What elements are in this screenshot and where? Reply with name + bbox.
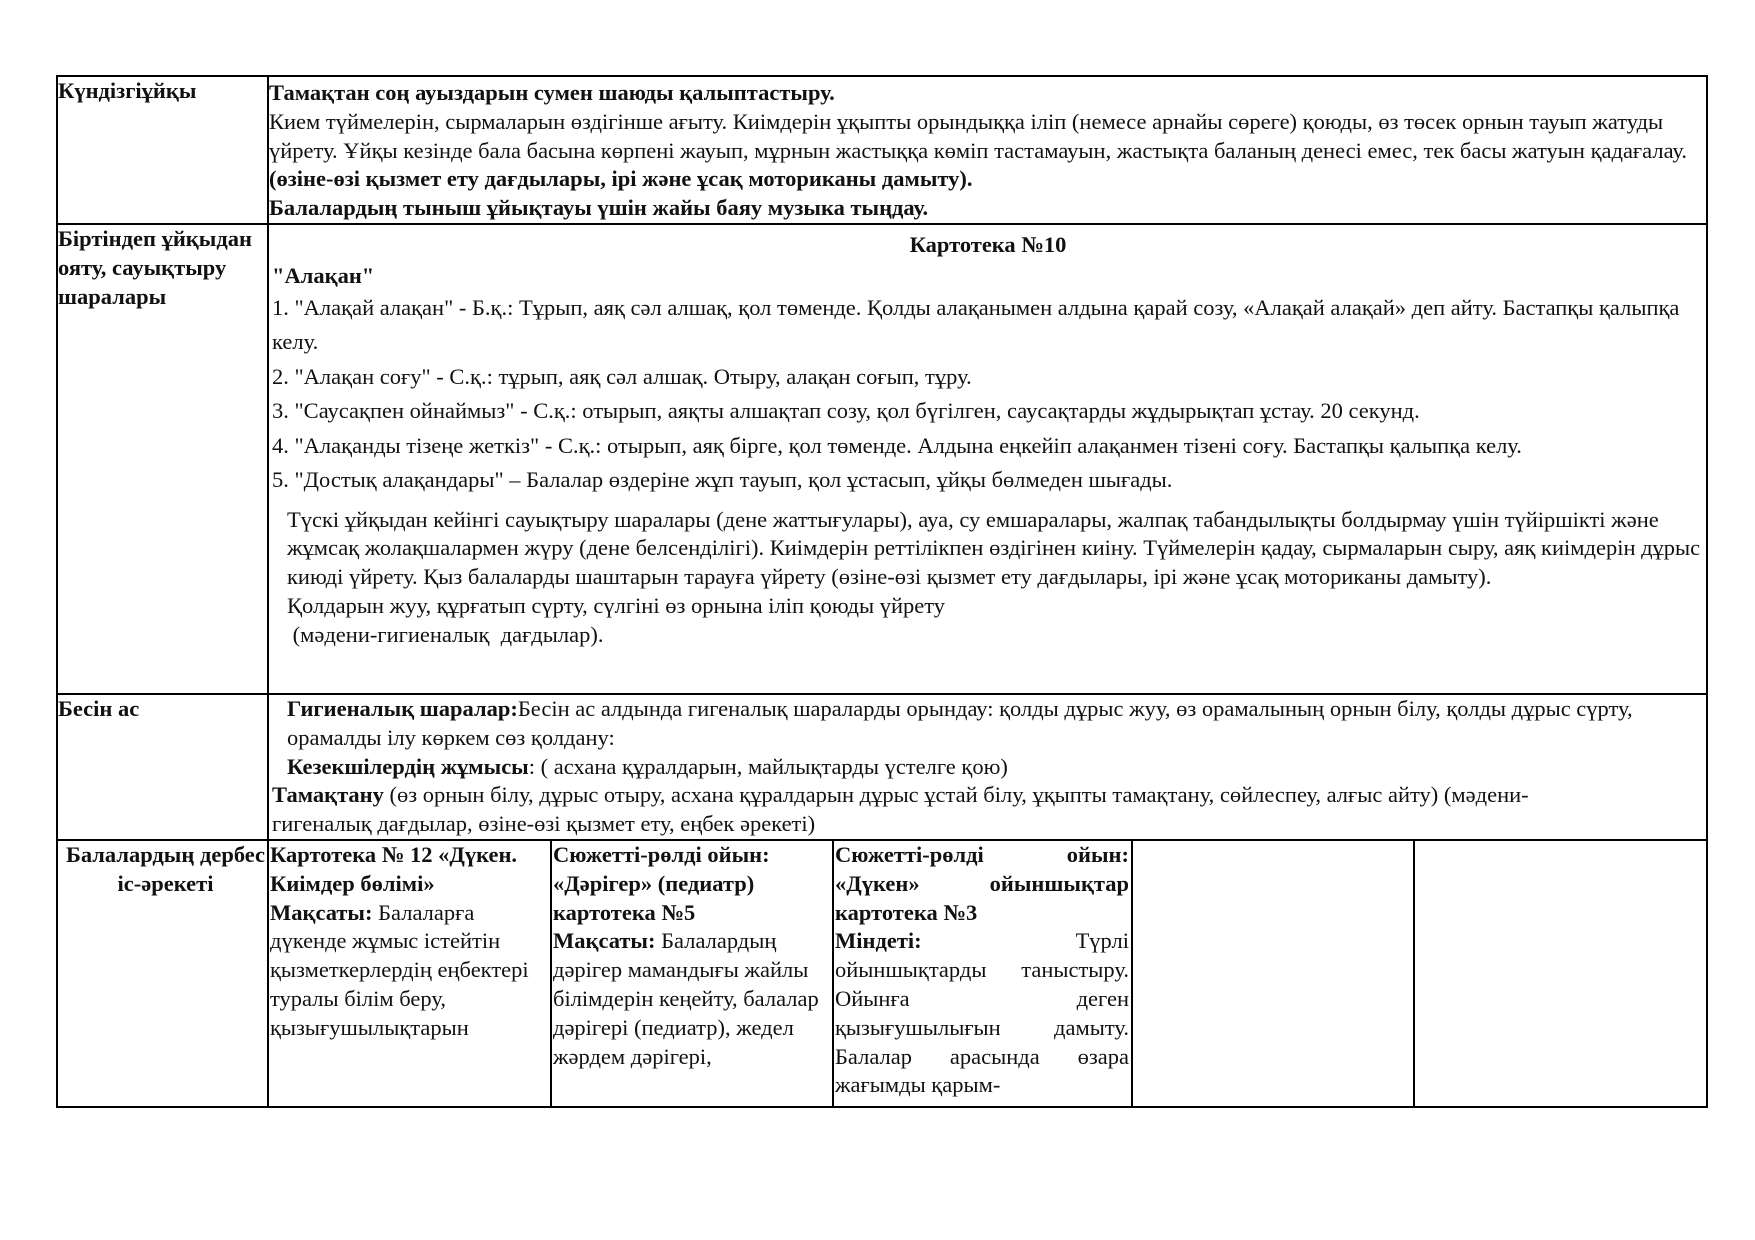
nap-line-1: Тамақтан соң ауыздарын сумен шаюды қалыптастыру. bbox=[269, 80, 835, 105]
table-row-nap bbox=[57, 76, 1707, 224]
activity-column bbox=[833, 841, 1132, 1106]
row-label-wakeup: Біртіндеп ұйқыдан ояту, сауықтыру шаралары bbox=[57, 224, 268, 694]
exercise-item: 5. "Достық алақандары" – Балалар өздеріне жұп тауып, қол ұстасып, ұйқы бөлмеден шығады. bbox=[272, 467, 1173, 493]
activity-goal-text: Балалардың дәрігер мамандығы жайлы білімдерін кеңейту, балалар дәрігері (педиатр), жедел жәрдем дәрігері, bbox=[553, 928, 819, 1069]
activity-head: Сюжетті-рөлді ойын: «Дүкен» ойыншықтар картотека №3 bbox=[835, 841, 1129, 925]
row-content-wakeup bbox=[268, 224, 1707, 694]
duty-label: Кезекшілердің жұмысы bbox=[287, 753, 529, 779]
nap-line-3: Балалардың тыныш ұйықтауы үшін жайы баяу музыка тыңдау. bbox=[269, 195, 929, 221]
activity-goal-label: Міндеті: bbox=[835, 928, 922, 954]
row-label-snack: Бесін ас bbox=[57, 694, 268, 840]
activity-head: Картотека № 12 «Дүкен. Киімдер бөлімі» bbox=[270, 841, 518, 896]
row-content-snack bbox=[268, 694, 1707, 840]
wakeup-paragraph-3: (мәдени-гигиеналық дағдылар). bbox=[287, 621, 604, 647]
table-row-activity bbox=[57, 840, 1707, 1107]
activity-column-empty bbox=[1132, 841, 1414, 1106]
row-content-activity bbox=[268, 840, 1707, 1107]
nap-line-2-bold: (өзіне-өзі қызмет ету дағдылары, ірі және ұсақ моториканы дамыту). bbox=[269, 166, 973, 192]
activity-goal-text: Түрлі ойыншықтарды таныстыру. Ойынға деген қызығушылығын дамыту. Балалар арасында өзара жағымды қарым- bbox=[835, 928, 1129, 1098]
card-subtitle: "Алақан" bbox=[272, 262, 375, 288]
eating-text-cont: гигеналық дағдылар, өзіне-өзі қызмет ету, еңбек әрекеті) bbox=[272, 811, 816, 837]
nap-line-2: Кием түймелерін, сырмаларын өздігінше ағыту. Киімдерін ұқыпты орындыққа іліп (немесе арнайы сөреге) қоюды, өз төсек орнын тауып жатуды үйрету. Ұйқы кезінде бала басына көрпені жауып, мұрнын жастыққа көміп тастамауын, жастықта баланың денесі емес, тек басы жатуын қадағалау. bbox=[269, 108, 1688, 163]
row-content-nap bbox=[268, 76, 1707, 224]
activity-columns bbox=[269, 841, 1706, 1106]
activity-goal-label: Мақсаты: bbox=[553, 928, 656, 954]
activity-goal-label: Мақсаты: bbox=[270, 899, 373, 925]
duty-text: : ( асхана құралдарын, майлықтарды үстелге қою) bbox=[528, 753, 1008, 779]
daily-plan-table bbox=[56, 75, 1708, 1108]
exercise-item: 2. "Алақан соғу" - С.қ.: тұрып, аяқ сәл алшақ. Отыру, алақан соғып, тұру. bbox=[272, 363, 972, 389]
eating-text: (өз орнын білу, дұрыс отыру, асхана құралдарын дұрыс ұстай білу, ұқыпты тамақтану, сөйлеспеу, алғыс айту) (мәдени- bbox=[383, 782, 1529, 808]
exercise-item: 1. "Алақай алақан" - Б.қ.: Тұрып, аяқ сәл алшақ, қол төменде. Қолды алақанымен алдына қарай созу, «Алақай алақай» деп айту. Бастапқы қалыпқа келу. bbox=[272, 294, 1680, 355]
wakeup-paragraph-2: Қолдарын жуу, құрғатып сүрту, сүлгіні өз орнына іліп қоюды үйрету bbox=[287, 592, 946, 618]
activity-goal-text: Балаларға дүкенде жұмыс істейтін қызметкерлердің еңбектері туралы білім беру, қызығушылықтарын bbox=[270, 899, 529, 1040]
activity-column bbox=[551, 841, 833, 1106]
exercise-item: 4. "Алақанды тізеңе жеткіз" - С.қ.: отырып, аяқ бірге, қол төменде. Алдына еңкейіп алақанмен тізені соғу. Бастапқы қалыпқа келу. bbox=[272, 432, 1522, 458]
card-title: Картотека №10 bbox=[909, 232, 1067, 257]
hygiene-text: Бесін ас алдында гигеналық шараларды орындау: қолды дұрыс жуу, өз орамалының орнын білу, қолды дұрыс сүрту, орамалды ілу көркем сөз қолдану: bbox=[287, 696, 1633, 750]
document-page bbox=[56, 75, 1706, 1108]
table-row-wakeup bbox=[57, 224, 1707, 694]
exercise-list bbox=[270, 291, 1706, 498]
eating-label: Тамақтану bbox=[272, 782, 384, 808]
hygiene-label: Гигиеналық шаралар: bbox=[287, 696, 518, 721]
exercise-item: 3. "Саусақпен ойнаймыз" - С.қ.: отырып, аяқты алшақтап созу, қол бүгілген, саусақтарды жұдырықтап ұстау. 20 секунд. bbox=[272, 398, 1420, 424]
table-row-snack bbox=[57, 694, 1707, 840]
row-label-activity: Балалардың дербес іс-әрекеті bbox=[57, 840, 268, 1107]
activity-column-empty bbox=[1414, 841, 1706, 1106]
wakeup-paragraph-1: Түскі ұйқыдан кейінгі сауықтыру шаралары (дене жаттығулары), ауа, су емшаралары, жалпақ табандылықты болдырмау үшін түйіршікті және жұмсақ жолақшалармен жүру (дене белсенділігі). Киімдерін реттілікпен өздігінен киіну. Түймелерін қадау, сырмаларын сыру, аяқ киімдерін дұрыс киюді үйрету. Қыз балаларды шаштарын тарауға үйрету (өзіне-өзі қызмет ету дағдылары, ірі және ұсақ моториканы дамыту). bbox=[287, 506, 1701, 590]
activity-column bbox=[269, 841, 551, 1106]
activity-head: Сюжетті-рөлді ойын: «Дәрігер» (педиатр) картотека №5 bbox=[553, 841, 770, 925]
row-label-nap: Күндізгі​ұйқы bbox=[57, 76, 268, 224]
